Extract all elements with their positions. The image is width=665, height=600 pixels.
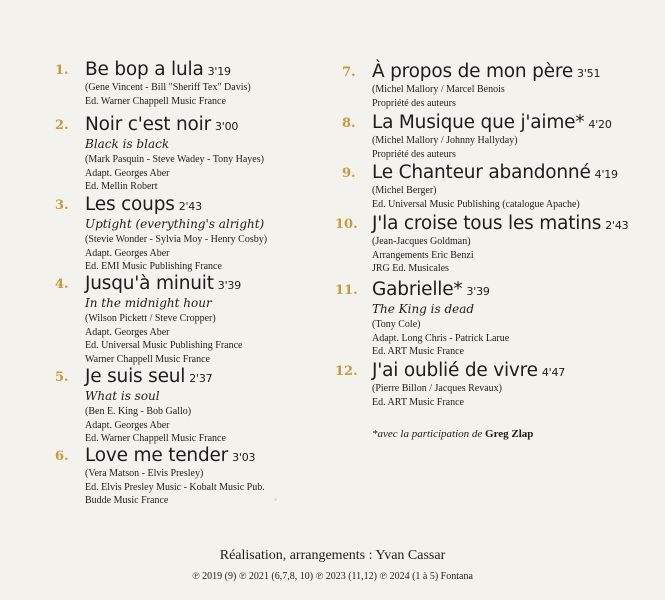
track-duration: 3'03 bbox=[232, 451, 256, 464]
track-title bbox=[85, 114, 385, 136]
production-credit: Réalisation, arrangements : Yvan Cassar bbox=[219, 548, 446, 563]
track-duration: 4'47 bbox=[541, 366, 566, 379]
track-duration: 4'19 bbox=[594, 168, 618, 181]
track-credit: Propriété des auteurs bbox=[372, 97, 456, 109]
track-credit: (Michel Berger) bbox=[372, 185, 437, 196]
track-credit: (Mark Pasquin - Steve Wadey - Tony Hayes) bbox=[85, 154, 264, 165]
participation-note bbox=[372, 427, 533, 441]
track-item bbox=[55, 59, 385, 108]
track-number: 11. bbox=[335, 283, 358, 298]
track-title-text: Jusqu'à minuit bbox=[85, 273, 214, 294]
track-original-title: In the midnight hour bbox=[85, 296, 212, 310]
track-number: 4. bbox=[55, 277, 69, 292]
track-item bbox=[55, 194, 385, 274]
track-title-text: La Musique que j'aime* bbox=[372, 112, 585, 133]
track-credit: (Michel Mallory / Marcel Benois bbox=[372, 84, 505, 95]
track-credit: Ed. ART Music France bbox=[372, 346, 464, 357]
track-title bbox=[372, 162, 665, 184]
track-credit: (Pierre Billon / Jacques Revaux) bbox=[372, 383, 502, 394]
track-original-title: Black is black bbox=[85, 137, 170, 151]
track-duration: 3'39 bbox=[466, 285, 490, 298]
track-item bbox=[55, 114, 385, 194]
track-original-title: What is soul bbox=[85, 389, 160, 403]
track-title-text: Gabrielle* bbox=[372, 279, 463, 300]
track-duration: 2'43 bbox=[178, 200, 202, 213]
track-number: 7. bbox=[342, 65, 356, 80]
track-item bbox=[342, 61, 665, 110]
track-title bbox=[85, 59, 385, 81]
track-credit: Ed. Universal Music Publishing France bbox=[85, 340, 243, 351]
track-number: 10. bbox=[335, 217, 358, 232]
track-title bbox=[372, 213, 665, 235]
track-title bbox=[372, 360, 665, 382]
track-duration: 2'37 bbox=[189, 372, 213, 385]
track-credit: (Stevie Wonder - Sylvia Moy - Henry Cosby) bbox=[85, 234, 268, 245]
track-credit: Adapt. Georges Aber bbox=[85, 326, 170, 338]
track-title bbox=[372, 61, 665, 83]
track-credit: Adapt. Georges Aber bbox=[85, 419, 170, 431]
track-title-text: Le Chanteur abandonné bbox=[372, 162, 591, 183]
note-artist: Greg Zlap bbox=[485, 428, 534, 440]
track-credit: JRG Ed. Musicales bbox=[372, 263, 449, 274]
track-title bbox=[372, 112, 665, 134]
track-duration: 3'00 bbox=[215, 120, 239, 133]
track-credit: Ed. Warner Chappell Music France bbox=[85, 95, 226, 107]
track-number: 8. bbox=[342, 116, 356, 131]
track-credit: (Tony Cole) bbox=[372, 319, 421, 330]
track-title-text: Les coups bbox=[85, 194, 175, 215]
track-credit: Adapt. Georges Aber bbox=[85, 247, 170, 259]
track-title-text: J'la croise tous les matins bbox=[372, 213, 602, 234]
track-duration: 2'43 bbox=[605, 219, 629, 232]
track-title-text: Je suis seul bbox=[85, 366, 186, 387]
track-credit: Ed. Elvis Presley Music - Kobalt Music Pub. bbox=[85, 481, 265, 493]
track-number: 6. bbox=[55, 449, 69, 464]
track-item bbox=[55, 445, 385, 508]
track-title-text: À propos de mon père bbox=[372, 61, 574, 82]
track-number: 3. bbox=[55, 198, 69, 213]
track-number: 9. bbox=[342, 166, 356, 181]
track-credit: Ed. Warner Chappell Music France bbox=[85, 433, 226, 444]
track-item bbox=[335, 279, 665, 359]
track-credit: Ed. ART Music France bbox=[372, 396, 464, 408]
speck bbox=[274, 498, 277, 501]
track-title bbox=[85, 194, 385, 216]
track-number: 1. bbox=[55, 63, 69, 78]
track-credit: Budde Music France bbox=[85, 495, 169, 506]
track-duration: 3'39 bbox=[217, 279, 242, 292]
note-prefix: *avec la participation de bbox=[372, 428, 483, 440]
track-item bbox=[335, 360, 665, 409]
track-item bbox=[342, 162, 665, 211]
track-item bbox=[342, 112, 665, 161]
track-title-text: Be bop a lula bbox=[85, 59, 204, 80]
track-credit: Adapt. Georges Aber bbox=[85, 167, 170, 179]
track-credit: (Jean-Jacques Goldman) bbox=[372, 236, 471, 247]
track-credit: (Wilson Pickett / Steve Cropper) bbox=[85, 313, 216, 324]
track-title bbox=[372, 279, 665, 301]
track-title bbox=[85, 445, 385, 467]
track-credit: (Gene Vincent - Bill "Sheriff Tex" Davis) bbox=[85, 82, 251, 93]
track-credit: Warner Chappell Music France bbox=[85, 353, 210, 365]
track-duration: 3'19 bbox=[207, 65, 231, 78]
track-number: 2. bbox=[55, 118, 69, 133]
track-title-text: Love me tender bbox=[85, 445, 229, 466]
track-credit: (Ben E. King - Bob Gallo) bbox=[85, 406, 192, 417]
track-credit: Adapt. Long Chris - Patrick Larue bbox=[372, 332, 510, 344]
track-duration: 3'51 bbox=[577, 67, 601, 80]
track-item bbox=[335, 213, 665, 276]
track-number: 5. bbox=[55, 370, 69, 385]
track-duration: 4'20 bbox=[588, 118, 612, 131]
track-number: 12. bbox=[335, 364, 358, 379]
track-credit: Ed. Mellin Robert bbox=[85, 181, 158, 192]
track-credit: Arrangements Eric Benzi bbox=[372, 249, 474, 261]
copyright-line: ℗ 2019 (9) ℗ 2021 (6,7,8, 10) ℗ 2023 (11,12) ℗ 2024 (1 à 5) Fontana bbox=[192, 571, 473, 582]
track-title-text: Noir c'est noir bbox=[85, 114, 211, 135]
track-credit: (Michel Mallory / Johnny Hallyday) bbox=[372, 135, 518, 146]
track-credit: Ed. Universal Music Publishing (catalogue Apache) bbox=[372, 198, 580, 210]
track-original-title: The King is dead bbox=[372, 302, 475, 316]
track-credit: (Vera Matson - Elvis Presley) bbox=[85, 468, 204, 479]
track-title-text: J'ai oublié de vivre bbox=[372, 360, 538, 381]
track-credit: Propriété des auteurs bbox=[372, 148, 456, 160]
track-credit: Ed. EMI Music Publishing France bbox=[85, 261, 222, 272]
track-original-title: Uptight (everything's alright) bbox=[85, 217, 265, 231]
